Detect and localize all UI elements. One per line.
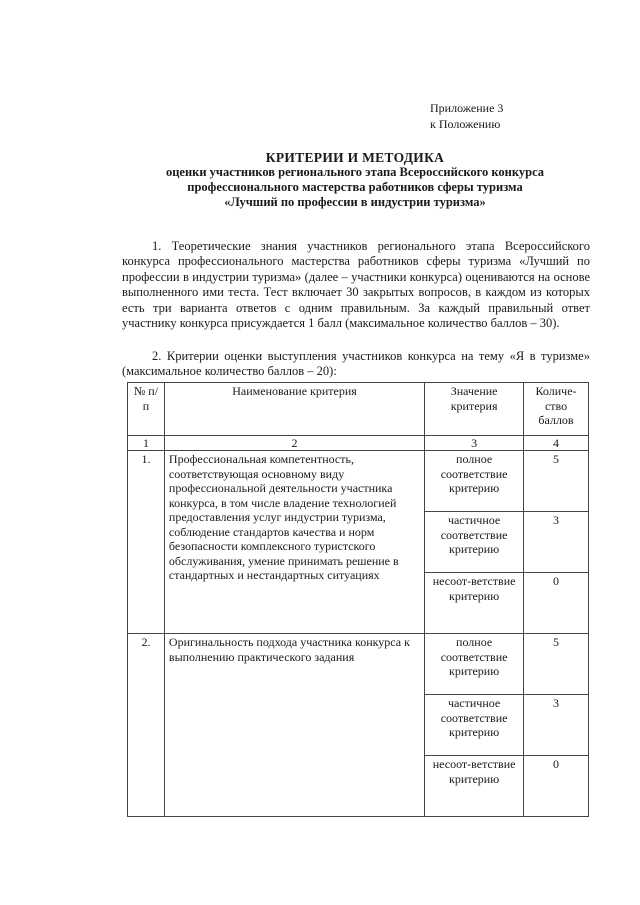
column-number-4: 4 [524,436,589,451]
criterion-value: частичное соответствие критерию [425,695,524,756]
criterion-value: несоот-ветствие критерию [425,756,524,817]
table-header-row [128,383,589,436]
criterion-points: 5 [524,634,589,695]
table-column-numbers-row [128,436,589,451]
row-number: 1. [128,451,165,634]
criterion-points: 0 [524,573,589,634]
column-number-3: 3 [425,436,524,451]
table-row [128,451,589,512]
title-line-4: «Лучший по профессии в индустрии туризма» [224,195,486,209]
paragraph-2: 2. Критерии оценки выступления участников конкурса на тему «Я в туризме» (максимальное количество баллов – 20): [122,348,590,378]
criterion-points: 0 [524,756,589,817]
table-row [128,634,589,695]
criterion-text: Профессиональная компетентность, соответствующая основному виду профессиональной деятельности участника конкурса, в том числе владение технологией предоставления услуг индустрии туризма, соблюдение стандартов качества и норм безопасности комплексного туристского обслуживания, умение принимать решение в стандартных и нестандартных ситуациях [164,451,424,634]
criterion-points: 3 [524,695,589,756]
criterion-points: 3 [524,512,589,573]
document-title [120,150,590,210]
title-line-1: КРИТЕРИИ И МЕТОДИКА [265,150,445,165]
header-points: Количе-ство баллов [524,383,589,436]
header-number: № п/п [128,383,165,436]
paragraph-1: 1. Теоретические знания участников регионального этапа Всероссийского конкурса профессионального мастерства работников сферы туризма «Лучший по профессии в индустрии туризма» (далее – участники конкурса) оцениваются на основе выполненного ими теста. Тест включает 30 закрытых вопросов, в каждом из которых есть три варианта ответов с одним правильным. За каждый правильный ответ участнику конкурса присуждается 1 балл (максимальное количество баллов – 30). [122,238,590,330]
annex-line-1: Приложение 3 [430,101,504,115]
criterion-value: частичное соответствие критерию [425,512,524,573]
annex-label [430,100,503,132]
title-line-2: оценки участников регионального этапа Всероссийского конкурса [165,165,545,179]
criterion-points: 5 [524,451,589,512]
title-line-3: профессионального мастерства работников сферы туризма [187,180,523,194]
column-number-1: 1 [128,436,165,451]
criteria-table [127,382,589,817]
annex-line-2: к Положению [430,117,501,131]
row-number: 2. [128,634,165,817]
criterion-value: полное соответствие критерию [425,634,524,695]
header-criterion: Наименование критерия [164,383,424,436]
criterion-value: полное соответствие критерию [425,451,524,512]
criterion-value: несоот-ветствие критерию [425,573,524,634]
column-number-2: 2 [164,436,424,451]
criterion-text: Оригинальность подхода участника конкурса к выполнению практического задания [164,634,424,817]
header-value: Значение критерия [425,383,524,436]
